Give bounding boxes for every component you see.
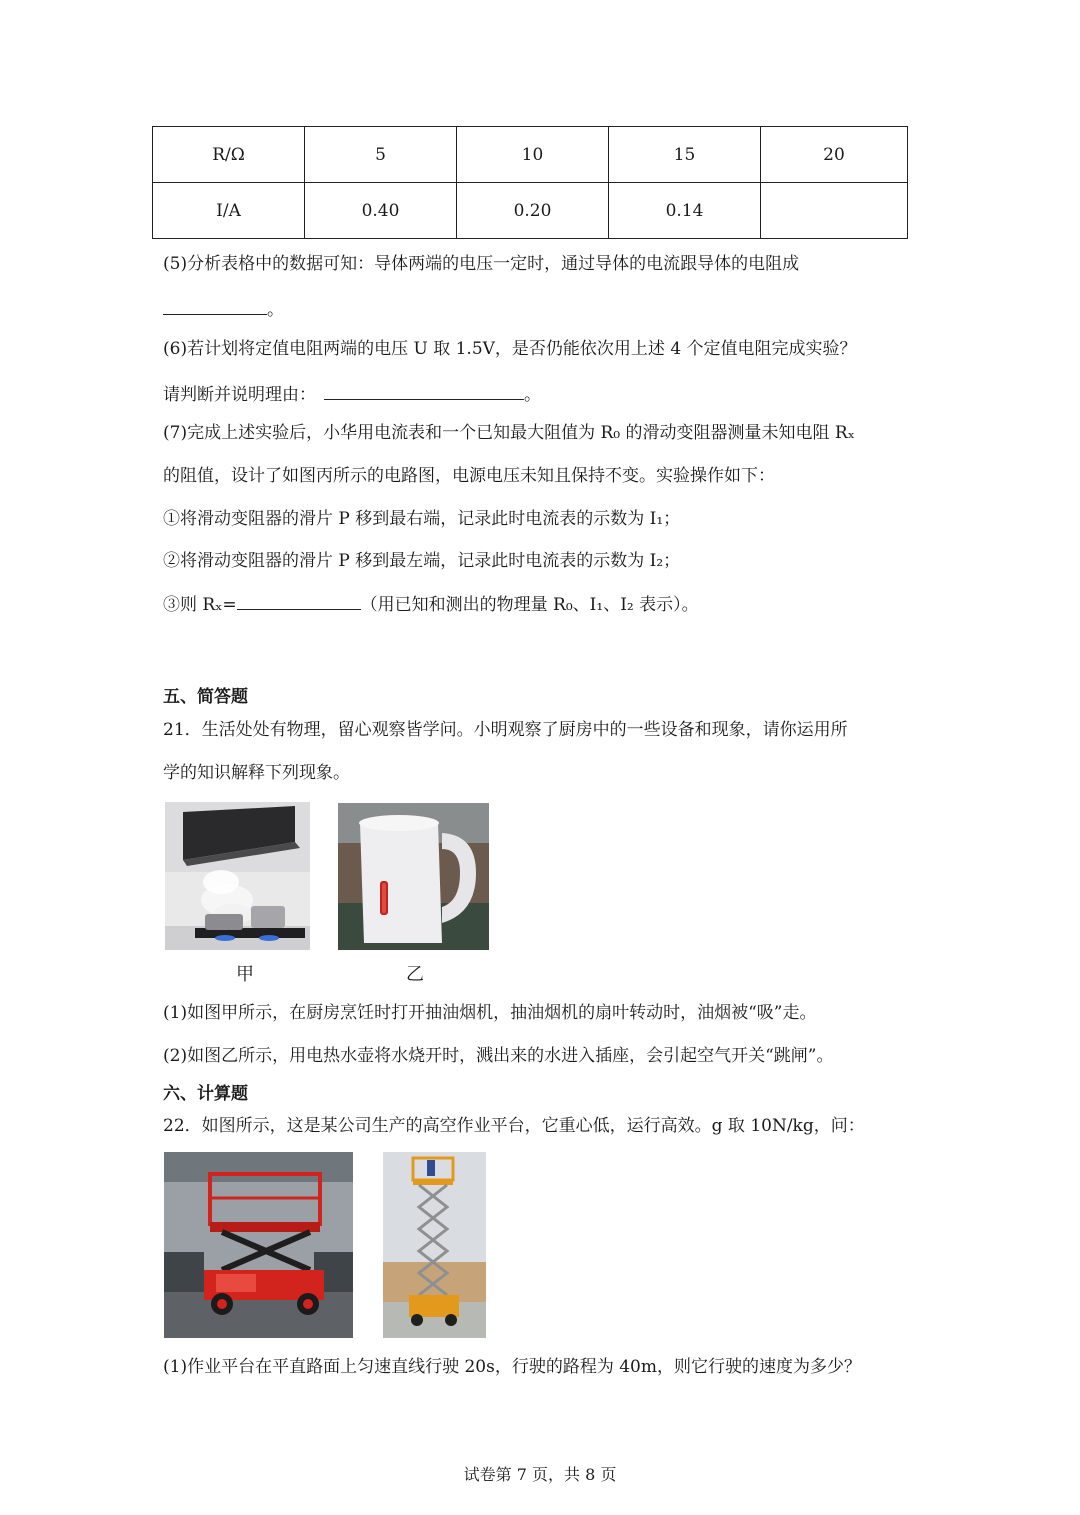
yellow-lift-photo [383,1152,486,1338]
red-lift-photo [164,1152,353,1338]
q21-sub2: (2)如图乙所示，用电热水壶将水烧开时，溅出来的水进入插座，会引起空气开关“跳闸”。 [163,1046,834,1066]
page-footer: 试卷第 7 页，共 8 页 [463,1465,617,1484]
figure-caption-a: 甲 [236,964,254,985]
table-row [153,127,908,183]
q7-step3-prefix: ③则 Rₓ= [163,595,237,615]
q7-line2: 的阻值，设计了如图丙所示的电路图，电源电压未知且保持不变。实验操作如下： [163,466,775,486]
kettle-photo [338,803,489,950]
range-hood-photo [165,802,310,950]
answer-blank[interactable] [324,381,524,400]
q5-text: (5)分析表格中的数据可知：导体两端的电压一定时，通过导体的电流跟导体的电阻成 [163,254,800,274]
table-header-cell: R/Ω [153,127,305,183]
q7-step1: ①将滑动变阻器的滑片 P 移到最右端，记录此时电流表的示数为 I₁； [163,509,681,529]
q7-step3-suffix: （用已知和测出的物理量 R₀、I₁、I₂ 表示）。 [360,595,699,615]
q6-line2: 请判断并说明理由： [163,385,316,405]
section-title: 五、简答题 [163,687,248,707]
q22-sub1: (1)作业平台在平直路面上匀速直线行驶 20s，行驶的路程为 40m，则它行驶的速度为多少？ [163,1357,861,1377]
q6-end: 。 [524,385,541,405]
answer-blank[interactable] [237,591,361,610]
data-table [152,126,908,239]
q5-end: 。 [267,300,284,320]
table-cell: 5 [305,127,457,183]
figure-caption-b: 乙 [406,964,424,985]
q7-step3 [163,591,699,617]
q21-sub1: (1)如图甲所示，在厨房烹饪时打开抽油烟机，抽油烟机的扇叶转动时，油烟被“吸”走。 [163,1003,817,1023]
table-header-cell: I/A [153,183,305,239]
q6-line1: (6)若计划将定值电阻两端的电压 U 取 1.5V，是否仍能依次用上述 4 个定值电阻完成实验？ [163,339,857,359]
q22-line1: 22．如图所示，这是某公司生产的高空作业平台，它重心低，运行高效。g 取 10N/kg，问： [163,1116,865,1136]
q6-line2-wrap [163,381,541,407]
q21-line2: 学的知识解释下列现象。 [163,763,350,783]
q7-step2: ②将滑动变阻器的滑片 P 移到最左端，记录此时电流表的示数为 I₂； [163,551,681,571]
table-cell: 15 [609,127,761,183]
table-row [153,183,908,239]
section-title: 六、计算题 [163,1084,248,1104]
table-cell: 0.14 [609,183,761,239]
q5-answer-line [163,296,284,322]
table-cell: 10 [457,127,609,183]
table-cell: 20 [761,127,908,183]
q21-line1: 21．生活处处有物理，留心观察皆学问。小明观察了厨房中的一些设备和现象，请你运用所 [163,720,848,740]
table-cell: 0.40 [305,183,457,239]
table-cell [761,183,908,239]
table-cell: 0.20 [457,183,609,239]
q7-line1: (7)完成上述实验后，小华用电流表和一个已知最大阻值为 R₀ 的滑动变阻器测量未知电阻 Rₓ [163,423,855,443]
answer-blank[interactable] [163,296,267,315]
